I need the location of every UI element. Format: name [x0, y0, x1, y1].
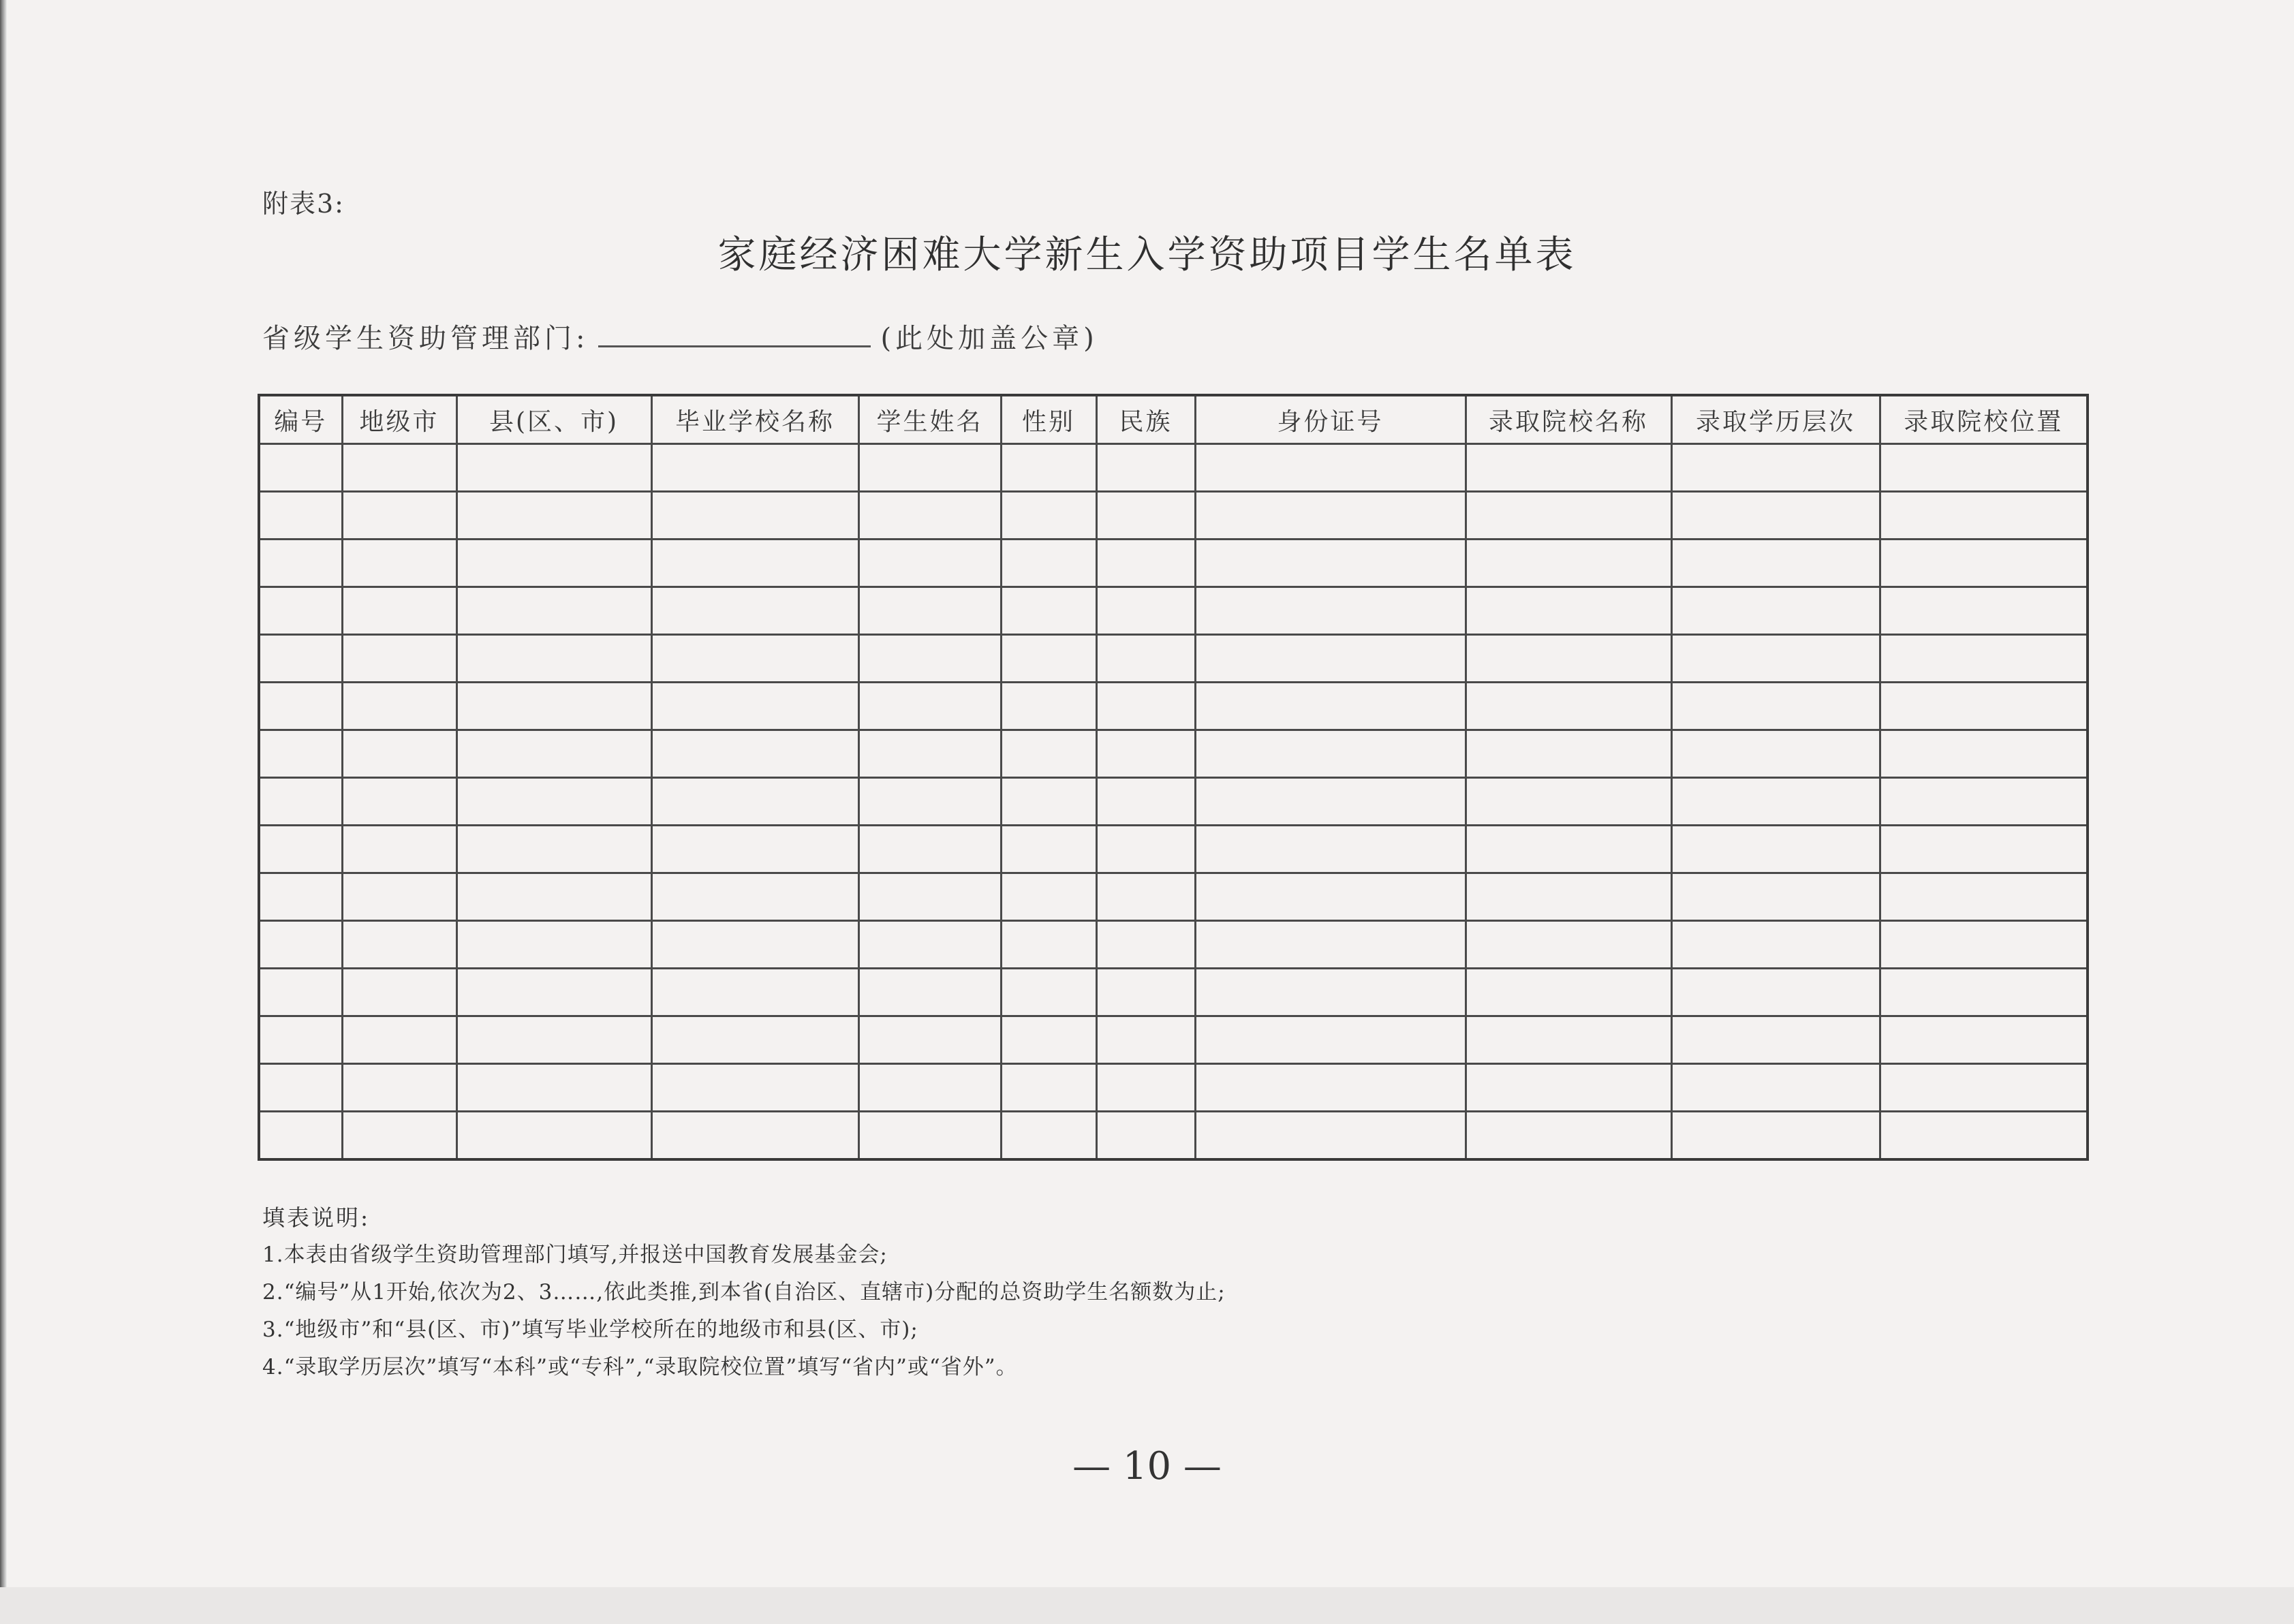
table-cell: [1671, 969, 1880, 1016]
table-cell: [858, 492, 1001, 540]
table-cell: [1096, 1112, 1195, 1160]
table-cell: [1195, 826, 1466, 873]
table-cell: [651, 635, 858, 683]
page-number: — 10 —: [1072, 1444, 1222, 1488]
table-cell: [456, 492, 651, 540]
table-cell: [342, 969, 456, 1016]
table-cell: [342, 635, 456, 683]
instruction-item: 4.“录取学历层次”填写“本科”或“专科”,“录取院校位置”填写“省内”或“省外”。: [262, 1355, 1018, 1379]
table-cell: [1096, 873, 1195, 921]
table-cell: [1671, 492, 1880, 540]
table-cell: [456, 587, 651, 635]
table-cell: [1466, 1016, 1671, 1064]
table-cell: [456, 540, 651, 587]
table-cell: [1880, 921, 2088, 969]
table-cell: [1466, 826, 1671, 873]
table-header-row: [259, 395, 2088, 444]
table-cell: [1096, 826, 1195, 873]
table-cell: [1195, 730, 1466, 778]
document-title: 家庭经济困难大学新生入学资助项目学生名单表: [717, 233, 1577, 277]
table-cell: [456, 683, 651, 730]
department-blank-field: [598, 321, 871, 347]
table-cell: [1880, 1016, 2088, 1064]
table-cell: [1096, 778, 1195, 826]
table-cell: [1466, 730, 1671, 778]
table-cell: [1880, 873, 2088, 921]
table-cell: [858, 444, 1001, 492]
table-cell: [1466, 1112, 1671, 1160]
table-cell: [651, 730, 858, 778]
table-cell: [456, 873, 651, 921]
table-cell: [858, 683, 1001, 730]
table-body: [259, 444, 2088, 1160]
table-cell: [1466, 969, 1671, 1016]
table-cell: [342, 826, 456, 873]
table-cell: [342, 1112, 456, 1160]
table-cell: [259, 587, 342, 635]
table-cell: [259, 969, 342, 1016]
table-cell: [651, 444, 858, 492]
table-cell: [1001, 730, 1096, 778]
table-cell: [1466, 444, 1671, 492]
table-row: [259, 683, 2088, 730]
table-cell: [1096, 1064, 1195, 1112]
table-cell: [1880, 492, 2088, 540]
table-cell: [1880, 778, 2088, 826]
table-cell: [259, 635, 342, 683]
table-cell: [1195, 587, 1466, 635]
table-cell: [1195, 969, 1466, 1016]
table-cell: [1466, 778, 1671, 826]
table-cell: [1001, 683, 1096, 730]
instructions: [262, 1199, 1226, 1386]
attachment-label: 附表3:: [262, 189, 345, 219]
table-cell: [1671, 540, 1880, 587]
table-cell: [1671, 778, 1880, 826]
table-cell: [259, 540, 342, 587]
table-row: [259, 540, 2088, 587]
table-cell: [1195, 921, 1466, 969]
table-cell: [651, 587, 858, 635]
table-cell: [1671, 1016, 1880, 1064]
table-cell: [1466, 683, 1671, 730]
table-cell: [651, 683, 858, 730]
table-cell: [1880, 1112, 2088, 1160]
table-cell: [456, 1016, 651, 1064]
table-cell: [342, 1016, 456, 1064]
table-cell: [456, 730, 651, 778]
table-cell: [1001, 778, 1096, 826]
table-cell: [1001, 540, 1096, 587]
table-cell: [259, 826, 342, 873]
table-cell: [1001, 921, 1096, 969]
table-cell: [259, 1016, 342, 1064]
table-cell: [456, 1112, 651, 1160]
column-header: 学生姓名: [858, 395, 1001, 444]
table-cell: [1001, 635, 1096, 683]
table-cell: [1001, 1016, 1096, 1064]
table-cell: [259, 1064, 342, 1112]
column-header: 编号: [259, 395, 342, 444]
table-cell: [1096, 969, 1195, 1016]
table-cell: [1096, 587, 1195, 635]
column-header: 毕业学校名称: [651, 395, 858, 444]
table-cell: [456, 778, 651, 826]
table-cell: [342, 873, 456, 921]
table-cell: [1195, 683, 1466, 730]
table-cell: [651, 540, 858, 587]
table-cell: [259, 683, 342, 730]
table-cell: [1671, 730, 1880, 778]
table-row: [259, 1016, 2088, 1064]
table-cell: [456, 444, 651, 492]
table-cell: [1671, 635, 1880, 683]
table-cell: [1001, 826, 1096, 873]
table-cell: [342, 587, 456, 635]
table-cell: [456, 969, 651, 1016]
table-cell: [651, 826, 858, 873]
column-header: 性别: [1001, 395, 1096, 444]
table-cell: [651, 1064, 858, 1112]
table-row: [259, 921, 2088, 969]
table-cell: [456, 921, 651, 969]
table-cell: [1466, 873, 1671, 921]
table-row: [259, 873, 2088, 921]
table-cell: [1671, 444, 1880, 492]
table-cell: [1880, 969, 2088, 1016]
instructions-title: 填表说明:: [262, 1204, 371, 1231]
table-cell: [1671, 587, 1880, 635]
table-cell: [1001, 969, 1096, 1016]
table-row: [259, 635, 2088, 683]
table-row: [259, 778, 2088, 826]
table-cell: [858, 587, 1001, 635]
table-cell: [259, 730, 342, 778]
table-cell: [456, 826, 651, 873]
table-cell: [342, 921, 456, 969]
table-cell: [1671, 1064, 1880, 1112]
department-label: 省级学生资助管理部门:: [262, 323, 589, 354]
table-cell: [1195, 444, 1466, 492]
table-cell: [1880, 540, 2088, 587]
table-cell: [1880, 1064, 2088, 1112]
table-cell: [858, 826, 1001, 873]
student-list-table: [258, 394, 2089, 1161]
table-cell: [1096, 1016, 1195, 1064]
table-cell: [342, 444, 456, 492]
table-cell: [342, 683, 456, 730]
table-row: [259, 826, 2088, 873]
table-cell: [651, 778, 858, 826]
column-header: 县(区、市): [456, 395, 651, 444]
table-row: [259, 444, 2088, 492]
instruction-item: 3.“地级市”和“县(区、市)”填写毕业学校所在的地级市和县(区、市);: [262, 1317, 918, 1342]
table-cell: [1001, 492, 1096, 540]
table-row: [259, 492, 2088, 540]
table-cell: [858, 1112, 1001, 1160]
table-cell: [259, 1112, 342, 1160]
table-cell: [1195, 873, 1466, 921]
table-cell: [1671, 873, 1880, 921]
table-cell: [1195, 540, 1466, 587]
table-cell: [1001, 1064, 1096, 1112]
table-cell: [1096, 921, 1195, 969]
table-cell: [858, 540, 1001, 587]
table-cell: [259, 778, 342, 826]
seal-note: (此处加盖公章): [880, 323, 1098, 354]
table-cell: [1001, 1112, 1096, 1160]
table-cell: [651, 873, 858, 921]
table-cell: [858, 778, 1001, 826]
table-cell: [651, 921, 858, 969]
table-row: [259, 1064, 2088, 1112]
table-cell: [1466, 635, 1671, 683]
column-header: 录取院校名称: [1466, 395, 1671, 444]
table-cell: [651, 1016, 858, 1064]
table-cell: [1880, 635, 2088, 683]
table-cell: [858, 730, 1001, 778]
table-row: [259, 969, 2088, 1016]
table-cell: [1195, 1112, 1466, 1160]
table-cell: [1466, 921, 1671, 969]
table-cell: [1466, 587, 1671, 635]
table-cell: [858, 1016, 1001, 1064]
table-cell: [651, 969, 858, 1016]
table-cell: [342, 730, 456, 778]
table-cell: [456, 635, 651, 683]
table-cell: [1195, 635, 1466, 683]
table-cell: [1671, 683, 1880, 730]
table-cell: [651, 492, 858, 540]
table-cell: [259, 873, 342, 921]
table-cell: [1001, 587, 1096, 635]
table-cell: [1195, 778, 1466, 826]
table-cell: [1880, 587, 2088, 635]
table-cell: [259, 921, 342, 969]
table-cell: [1671, 1112, 1880, 1160]
column-header: 录取院校位置: [1880, 395, 2088, 444]
table-cell: [1195, 492, 1466, 540]
table-cell: [651, 1112, 858, 1160]
table-cell: [1466, 540, 1671, 587]
department-line: [262, 317, 1098, 356]
table-cell: [259, 444, 342, 492]
table-cell: [1671, 921, 1880, 969]
table-cell: [1096, 540, 1195, 587]
table-cell: [1096, 492, 1195, 540]
table-cell: [858, 921, 1001, 969]
table-cell: [1195, 1064, 1466, 1112]
table-cell: [858, 635, 1001, 683]
table-cell: [342, 540, 456, 587]
table-cell: [1096, 635, 1195, 683]
instruction-item: 1.本表由省级学生资助管理部门填写,并报送中国教育发展基金会;: [262, 1243, 888, 1267]
table-cell: [342, 492, 456, 540]
table-cell: [1096, 444, 1195, 492]
table-row: [259, 587, 2088, 635]
table-cell: [1880, 730, 2088, 778]
table-cell: [1880, 683, 2088, 730]
table-cell: [456, 1064, 651, 1112]
column-header: 民族: [1096, 395, 1195, 444]
column-header: 身份证号: [1195, 395, 1466, 444]
column-header: 地级市: [342, 395, 456, 444]
table-cell: [858, 873, 1001, 921]
table-cell: [342, 1064, 456, 1112]
table-cell: [1671, 826, 1880, 873]
table-cell: [1466, 492, 1671, 540]
table-cell: [1096, 730, 1195, 778]
column-header: 录取学历层次: [1671, 395, 1880, 444]
table-cell: [858, 969, 1001, 1016]
table-cell: [858, 1064, 1001, 1112]
instruction-item: 2.“编号”从1开始,依次为2、3……,依此类推,到本省(自治区、直辖市)分配的总资助学生名额数为止;: [262, 1280, 1226, 1305]
table-cell: [1195, 1016, 1466, 1064]
scan-bottom-band: [0, 1587, 2294, 1624]
table-row: [259, 730, 2088, 778]
table-cell: [1880, 826, 2088, 873]
table-cell: [1001, 444, 1096, 492]
table-cell: [1880, 444, 2088, 492]
table-row: [259, 1112, 2088, 1160]
table-cell: [259, 492, 342, 540]
table-cell: [1466, 1064, 1671, 1112]
table-cell: [1001, 873, 1096, 921]
table-cell: [342, 778, 456, 826]
table-cell: [1096, 683, 1195, 730]
